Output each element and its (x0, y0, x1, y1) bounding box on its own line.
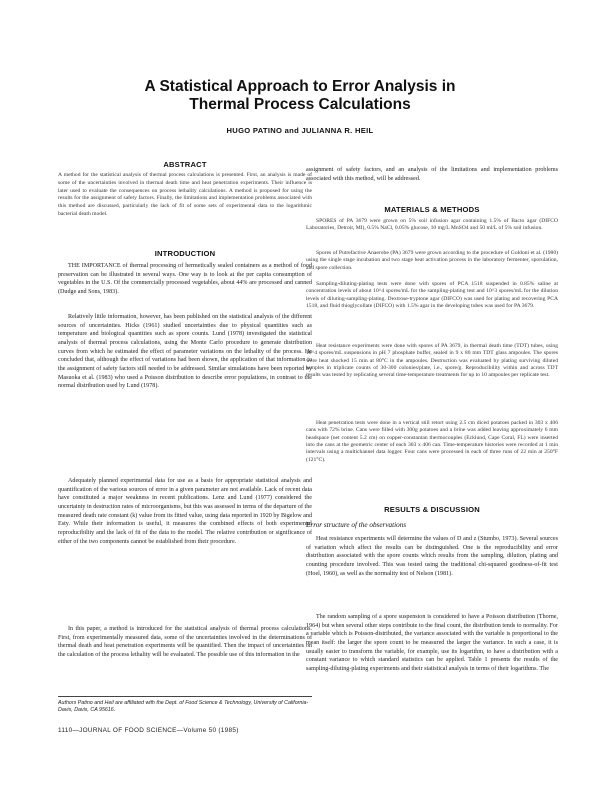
materials-paragraph-5: Heat penetration tests were done in a vertical still retort using 2.5 cm diced potatoes packed in 303 x 406 cans with 72% brine. Cans were filled with 300g potatoes and a brine was added leaving approximately 6 mm headspace (net content 5.2 cm) on copper-constantan thermocouples (Ecklund, Cape Coral, FL) were inserted into the cans at the geometric center of each 303 x 406 can. Time-temperature histories were recorded at 1 min intervals using a multichannel data logger. Four cans were processed in each of three runs of 22 min at 250°F (121°C). (306, 420, 558, 463)
intro-continuation: assignment of safety factors, and an analysis of the limitations and implementation problems associated with this method, will be addressed. (306, 167, 558, 182)
intro-paragraph-4: In this paper, a method is introduced for the statistical analysis of thermal process calculations. First, from experimentally measured data, some of the uncertainties involved in the determinations of thermal death and heat penetration experiments will be quantified. Then the impact of uncertainties on the calculation of the process lethality will be evaluated. The possible use of this information in the (58, 626, 312, 658)
title-line-1: A Statistical Approach to Error Analysis in (144, 78, 456, 95)
abstract-heading: ABSTRACT (163, 160, 207, 169)
materials-paragraph-1: SPORES of PA 3679 were grown on 5% soil infusion agar containing 1.5% of Bacto agar (DIFCO Laboratories, Detroit, MI), 0.5% NaCl, 0.05% glucose, 10 mg/L MnSO4 and 50 ml/L of 5% soil infusion. (306, 218, 558, 232)
authors: HUGO PATINO and JULIANNA R. HEIL (226, 126, 374, 135)
results-paragraph-1: Heat resistance experiments will determine the values of D and z (Stumbo, 1973). Several sources of variation which affect the results can be distinguished. One is the reproducibility and error distribution associated with the spore counts which results from the sampling, dilution, plating and counting procedure involved. This was tested using the traditional chi-squared goodness-of-fit test (Hoel, 1960), as well as the normality test of Nelson (1981). (306, 536, 558, 577)
title-line-2: Thermal Process Calculations (189, 96, 411, 113)
journal-footer: 1110—JOURNAL OF FOOD SCIENCE—Volume 50 (1985) (58, 727, 239, 734)
materials-paragraph-2: Spores of Putrefactive Anaerobe (PA) 3679 were grown according to the procedure of Goldoni et al. (1980) using the single stage incubation and two stage heat activation process in the laboratory fermenter, sporulation, and spore collection. (306, 250, 558, 271)
footnote-divider (58, 696, 312, 697)
intro-paragraph-3: Adequately planned experimental data for use as a basis for appropriate statistical analysis and quantification of the various sources of error in a given parameter are not available. Lack of recent data have constituted a major weakness in recent publications. Lenz and Lund (1977) considered the uncertainty in destruction rates of microorganisms, but this was assessed in terms of the departure of the measured death rate constant (k) value from its fitted value, using data reported in 1920 by Bigelow and Esty. While their information is useful, it measures the combined effects of both experimental reproducibility and the lack of fit of the data to the model. The relative contribution or significance of either of the two components cannot be established from their procedure. (58, 478, 312, 545)
results-paragraph-2: The random sampling of a spore suspension is considered to have a Poisson distribution (Thorne, 1964) but when several other steps contribute to the final count, the distribution tends to normality. For a variable which is Poisson-distributed, the variance associated with the variable is proportional to the mean itself: the larger the spore count to be measured the larger the variance. In such a case, it is usually easier to transform the variable, for example, use its logarithm, to have a distribution with a constant variance to which standard statistics can be applied. Table 1 presents the results of the sampling-diluting-plating experiments and their statistical analysis in terms of their logarithms. The (306, 614, 558, 672)
intro-paragraph-1: THE IMPORTANCE of thermal processing of hermetically sealed containers as a method of food preservation can be illustrated in several ways. One way is to look at the per capita consumption of vegetables in the U.S. Of the commercially processed vegetables, about 44% are processed and canned (Dudge and Sons, 1983). (58, 263, 312, 295)
materials-heading: MATERIALS & METHODS (384, 205, 480, 214)
materials-paragraph-4: Heat resistance experiments were done with spores of PA 3679, in thermal death time (TDT) tubes, using 10^4 spores/mL suspensions in pH 7 phosphate buffer, sealed in 9 x 80 mm TDT glass ampoules. The spores were heat shocked 15 min at 80°C in the ampoules. Destruction was evaluated by plating surviving diluted samples in triplicate counts of 30-300 colonies/plate, i.e., spore/g. Reproducibility within and across TDT results was tested by replicating several time-temperature treatments for up to 10 ampoules per replicate test. (306, 343, 558, 379)
intro-paragraph-2: Relatively little information, however, has been published on the statistical analysis of the different sources of uncertainties. Hicks (1961) studied uncertainties due to physical quantities such as temperature and biological quantities such as spore counts. Lund (1978) investigated the statistical analysis of thermal process calculations, using the Monte Carlo procedure to generate distribution curves from which he estimated the effect of parameter variations on the lethality of the process. He concluded that, although the effect of variations had been shown, the application of that information to the assignment of safety factors still needed to be addressed. Similar simulations have been reported by Masuoka et al. (1983) who used a Poisson distribution to describe error populations, in contrast to the normal distribution used by Lund (1978). (58, 314, 312, 390)
materials-paragraph-3: Sampling-diluting-plating tests were done with spores of PCA 1518 suspended in 0.85% saline at concentration levels of about 10^4 spores/mL for the sampling-plating test and 10^3 spores/mL for the dilution levels of diluting-sampling-plating. Dextrose-tryptone agar (DIFCO) was used for plating and recovering PCA 1518, and fluid thioglycollate (DIFCO) with 1.5% agar in the developing tubes was used for PA 3679. (306, 281, 558, 310)
results-subheading: Error structure of the observations (306, 521, 407, 529)
author-footnote: Authors Patino and Heil are affiliated with the Dept. of Food Science & Technology, University of California-Davis, Davis, CA 95616. (58, 700, 309, 714)
abstract-text: A method for the statistical analysis of thermal process calculations is presented. First, an analysis is made of some of the uncertainties involved in thermal death time and heat penetration experiments. Their influence is later used to evaluate the consequences on process lethality calculations. A method is proposed for using the results for the assignment of safety factors. Finally, the limitations and implementation problems associated with this method are discussed, particularly the lack of fit of some sets of experimental data to the logarithmic bacterial death model. (58, 172, 312, 217)
paper-title (100, 78, 500, 114)
introduction-heading: INTRODUCTION (154, 249, 216, 258)
results-heading: RESULTS & DISCUSSION (384, 505, 480, 514)
